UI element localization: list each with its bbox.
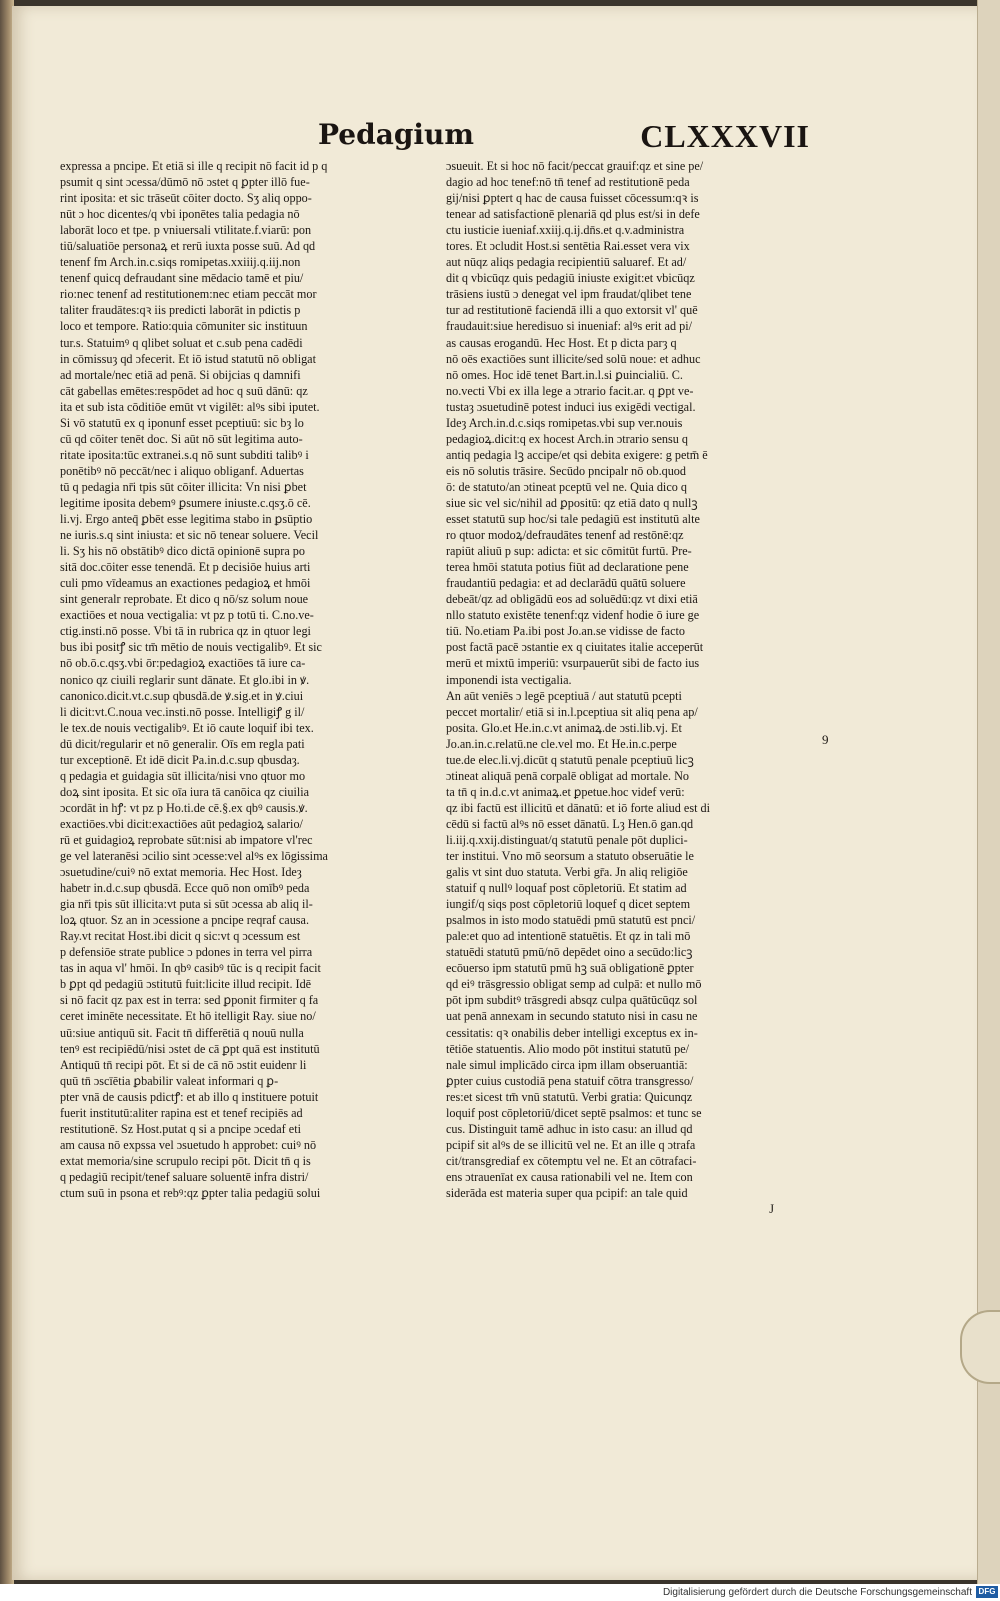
text-line: merū et mixtū imperiū: vsurpauerūt sibi de facto ius	[446, 656, 700, 671]
text-line: fuerit institutū:aliter rapina est et tenef recipiēs ad	[60, 1105, 303, 1120]
text-line: as causas erogandū. Hec Host. Et p dicta parȝ q	[446, 335, 677, 350]
text-line: peccet mortalir/ etiā si in.l.pceptiua sit aliq pena ap/	[446, 704, 698, 719]
text-line: rio:nec tenenf ad restitutionem:nec etiam peccāt mor	[60, 287, 317, 302]
text-line: tur.s. Statuimꝰ q qlibet soluat et c.sub pena cadēdi	[60, 335, 303, 350]
text-line: tores. Et ɔcludit Host.si sentētia Rai.esset vera vix	[446, 239, 690, 254]
text-line: ad mortale/nec etiā ad penā. Si obijcias q damnifi	[60, 367, 301, 382]
text-line: restitutionē. Sz Host.putat q si a pncipe ɔcedaf eti	[60, 1121, 301, 1136]
text-line: quū tn̄ ɔscīētia ꝑbabilir valeat informari q ꝑ-	[60, 1073, 279, 1088]
right-text-column	[446, 158, 814, 1217]
text-line: taliter fraudātes:qꝛ iis predicti laborāt in pdictis p	[60, 303, 301, 318]
text-line: ɔcordāt in hꝭ: vt pz p Ho.ti.de cē.§.ex qbꝰ causis.ꝟ.	[60, 800, 308, 815]
text-line: ɔsueuit. Et si hoc nō facit/peccat grauif:qz et sine pe/	[446, 159, 704, 173]
text-line: Si vō statutū ex q iponunf esset pceptiuū: sic bȝ lo	[60, 415, 304, 430]
text-line: culi pmo vīdeamus an exactiones pedagioꝝ et hmōi	[60, 576, 311, 591]
text-line: ɔtineat aliquā penā corpalē obligat ad mortale. No	[446, 768, 689, 783]
text-line: ecōuerso ipm statutū pmū hꝫ suā obligationē ꝑpter	[446, 961, 694, 976]
text-line: ta tn̄ q in.d.c.vt animaꝝ.et ꝑpetue.hoc videf verū:	[446, 784, 685, 799]
text-line: uat penā annexam in secundo statuto nisi in casu ne	[446, 1009, 698, 1024]
text-line: res:et sicest tm̄ vnū statutū. Verbi gratia: Quicunqz	[446, 1089, 693, 1104]
text-line: tenenf fm Arch.in.c.siqs romipetas.xxiiij.q.iij.non	[60, 255, 301, 270]
text-line: canonico.dicit.vt.c.sup qbusdā.de ꝟ.sig.et in ꝟ.ciui	[60, 688, 304, 703]
text-line: le tex.de nouis vectigalibꝰ. Et iō caute loquif ibi tex.	[60, 720, 314, 735]
text-line: habetr in.d.c.sup qbusdā. Ecce quō non omībꝰ peda	[60, 881, 310, 896]
text-line: nllo statuto existēte tenenf:qz videnf hodie ō iure ge	[446, 608, 700, 623]
text-line: terea hmōi statuta potius fiūt ad declaratione pene	[446, 560, 689, 575]
text-line: dit q vbicūqz quis pedagiū iniuste exigit:et vbicūqz	[446, 271, 695, 286]
text-line: si nō facit qz pax est in terra: sed ꝑponit firmiter q fa	[60, 993, 319, 1008]
text-line: ponētibꝰ nō peccāt/nec i aliquo obliganf. Aduertas	[60, 463, 304, 478]
text-line: ꝑpter cuius custodiā pena statuif cōtra transgresso/	[446, 1073, 694, 1088]
text-line: expressa a pncipe. Et etiā si ille q recipit nō facit id p q	[60, 159, 328, 173]
text-line: statuēdi statutū pmū/nō depēdet oino a secūdo:licꝫ	[446, 945, 693, 960]
text-line: tū q pedagia nr̄i tpis sūt cōiter illicita: Vn nisi ꝑbet	[60, 479, 307, 494]
text-line: bus ibi positꝭ sic tm̄ mētio de nouis vectigalibꝰ. Et sic	[60, 640, 322, 655]
text-line: ita et sub ista cōditiōe emūt vt vigilēt: alꝰs sibi iputet.	[60, 399, 320, 414]
text-line: tue.de elec.li.vj.dicūt q statutū penale pceptiuū licꝫ	[446, 752, 694, 767]
left-text-column	[60, 158, 425, 1201]
text-line: pcipif sit alꝰs de se illicitū vel ne. Et an ille q ɔtrafa	[446, 1137, 696, 1152]
text-line: ctu iusticie iueniaf.xxiij.q.ij.dn̄s.et q.v.administra	[446, 223, 685, 238]
text-line: psumit q sint ɔcessa/dūmō nō ɔstet q ꝑpter illō fue-	[60, 175, 310, 190]
text-line: tētiōe statuentis. Alio modo pōt institui statutū pe/	[446, 1041, 690, 1056]
text-line: ro qtuor modoꝝ/defraudātes tenenf ad restōnē:qz	[446, 528, 684, 543]
text-line: dagio ad hoc tenef:nō tn̄ tenef ad restitutionē peda	[446, 175, 690, 190]
text-line: tenꝰ est recipiēdū/nisi ɔstet de cā ꝑpt quā est institutū	[60, 1041, 320, 1056]
text-line: li.vj. Ergo anteq̄ ꝑbēt esse legitima stabo in ꝑsūptio	[60, 512, 313, 527]
text-line: exactiōes et noua vectigalia: vt pz p totū ti. C.no.ve-	[60, 608, 314, 623]
page-turn-tab[interactable]	[960, 1310, 1000, 1384]
text-line: rint iposita: et sic trāseūt cōiter docto. Sʒ aliq oppo-	[60, 191, 312, 206]
text-line: loco et tempore. Ratio:quia cōmuniter sic instituun	[60, 319, 308, 334]
text-line: q pedagiū recipit/tenef saluare soluentē infra distri/	[60, 1169, 309, 1184]
text-line: siue sic vel sic/nihil ad ꝑpositū: qz etiā dato q nullꝫ	[446, 495, 698, 510]
text-line: ritate iposita:tūc extranei.s.q nō sunt subditi talibꝰ i	[60, 447, 309, 462]
text-line: tur ad restitutionē faciendā illi a quo extorsit vl' quē	[446, 303, 698, 318]
folio-number: CLXXXVII	[640, 118, 810, 154]
text-line: dū dicit/regularir et nō generalir. Oīs em regla pati	[60, 736, 305, 751]
text-line: tiū/saluatiōe personaꝝ et rerū iuxta posse suū. Ad qd	[60, 239, 316, 254]
text-line: ō: de statuto/an ɔtineat pceptū vel ne. Quia dico q	[446, 479, 687, 494]
text-line: b ꝑpt qd pedagiū ɔstitutū fuit:licite illud recipit. Idē	[60, 977, 312, 992]
margin-mark: 9	[822, 732, 829, 747]
text-line: gia nr̄i tpis sūt illicita:vt puta si sūt ɔcessa ab aliq il-	[60, 897, 313, 912]
text-line: uū:siue antiquū sit. Facit tn̄ differētiā q nouū nulla	[60, 1025, 304, 1040]
text-line: nale simul implicādo circa ipm illam obseruantiā:	[446, 1057, 688, 1072]
text-line: Antiquū tn̄ recipi pōt. Et si de cā nō ɔstit euidenr li	[60, 1057, 307, 1072]
digitization-footer	[0, 1584, 1000, 1601]
text-line: sint generalr reprobate. Et dico q nō/sz solum noue	[60, 592, 309, 607]
text-line: debeāt/qz ad obligādū eos ad soluēdū:qz vt dixi etiā	[446, 592, 698, 607]
text-line: psalmos in isto modo statuēdi pmū statutū est pnci/	[446, 913, 696, 928]
footer-credit: Digitalisierung gefördert durch die Deutsche Forschungsgemeinschaft	[662, 1587, 972, 1598]
text-line: antiq pedagia lꝫ accipe/et qsi debita exigere: g petm̄ ē	[446, 447, 708, 462]
text-line: am causa nō expssa vel ɔsuetudo h approbet: cuiꝰ nō	[60, 1137, 317, 1152]
text-line: Jo.an.in.c.relatū.ne cle.vel mo. Et He.in.c.perpe	[446, 736, 677, 751]
text-line: gij/nisi ꝑptert q hac de causa fuisset cōcessum:qꝛ is	[446, 191, 699, 206]
text-line: cēdū si factū alꝰs nō esset dānatū. Lȝ Hen.ō gan.qd	[446, 816, 694, 831]
text-line: cus. Distinguit tamē adhuc in isto casu: an illud qd	[446, 1121, 693, 1136]
text-line: ge vel lateranēsi ɔcilio sint ɔcesse:vel alꝰs ex lōgissima	[60, 849, 328, 864]
text-line: ter institui. Vno mō seorsum a statuto obseruātie le	[446, 849, 694, 864]
text-line: Ray.vt recitat Host.ibi dicit q sic:vt q ɔcessum est	[60, 929, 301, 944]
text-line: ens ɔtrauenīat ex causa rationabili vel ne. Item con	[446, 1169, 693, 1184]
text-line: tur exceptionē. Et idē dicit Pa.in.d.c.sup qbusdaȝ.	[60, 752, 300, 767]
text-line: loꝝ qtuor. Sz an in ɔcessione a pncipe reqraf causa.	[60, 913, 310, 928]
text-line: qd eiꝰ trāsgressio obligat semp ad culpā: et nullo mō	[446, 977, 702, 992]
text-line: pōt ipm subditꝰ trāsgredi absqz culpa quātūcūqz sol	[446, 993, 698, 1008]
text-line: tustaȝ ɔsuetudinē potest induci ius exigēdi vectigal.	[446, 399, 696, 414]
text-line: ctum suū in psona et rebꝰ:qz ꝑpter talia pedagiū solui	[60, 1186, 321, 1200]
text-line: sitā doc.cōiter esse tenendā. Et p decisiōe huius arti	[60, 560, 311, 575]
text-line: legitime iposita debemꝰ ꝑsumere iniuste.c.qsʒ.ō cē.	[60, 495, 311, 510]
catchword: J	[769, 1202, 774, 1217]
text-line: nō ob.ō.c.qsʒ.vbi ōr:pedagioꝝ exactiōes tā iure ca-	[60, 656, 306, 671]
text-line: tas in aqua vl' hmōi. In qbꝰ casibꝰ tūc is q recipit facit	[60, 961, 321, 976]
text-line: nō oēs exactiōes sunt illicite/sed solū noue: et adhuc	[446, 351, 701, 366]
text-line: pedagioꝝ.dicit:q ex hocest Arch.in ɔtrario sensu q	[446, 431, 688, 446]
text-line: cessitatis: qꝛ onabilis deber intelligi exceptus ex in-	[446, 1025, 698, 1040]
text-line: rū et guidagioꝝ reprobate sūt:nisi ab impatore vl'rec	[60, 832, 313, 847]
text-line: nō omes. Hoc idē tenet Bart.in.l.si ꝑuincialiū. C.	[446, 367, 683, 382]
text-line: li dicit:vt.C.noua vec.insti.nō posse. Intelligiꝭ g il/	[60, 704, 305, 719]
text-line: siderāda est materia super qua pcipif: an tale quid	[446, 1186, 688, 1200]
text-line: rapiūt aliuū p sup: adicta: et sic cōmitūt furtū. Pre-	[446, 544, 692, 559]
text-line: iungif/q siqs post cōpletoriū loquef q dicet septem	[446, 897, 691, 912]
text-line: statuif q nullꝰ loquaf post cōpletoriū. Et statim ad	[446, 881, 687, 896]
text-line: cit/transgrediaf ex cōtemptu vel ne. Et an cōtrafaci-	[446, 1153, 697, 1168]
text-line: Ideȝ Arch.in.d.c.siqs romipetas.vbi sup ver.nouis	[446, 415, 683, 430]
text-line: exactiōes.vbi dicit:exactiōes aūt pedagioꝝ salario/	[60, 816, 303, 831]
text-line: ceret iminēte necessitate. Et hō itelligit Ray. siue no/	[60, 1009, 316, 1024]
running-title: Pedagium	[318, 118, 475, 151]
text-line: An aūt veniēs ɔ legē pceptiuā / aut statutū pcepti	[446, 688, 682, 703]
text-line: q pedagia et guidagia sūt illicita/nisi vno qtuor mo	[60, 768, 306, 783]
text-line: qz ibi factū est illicitū et dānatū: et iō forte aliud est di	[446, 800, 710, 815]
text-line: fraudauit:siue heredisuo si inueniaf: alꝰs erit ad pi/	[446, 319, 692, 334]
text-line: li. Sʒ his nō obstātibꝰ dico dictā opinionē supra po	[60, 544, 305, 559]
text-line: in cōmissuȝ qd ɔfecerit. Et iō istud statutū nō obligat	[60, 351, 316, 366]
text-line: ctig.insti.nō posse. Vbi tā in rubrica qz in qtuor legi	[60, 624, 311, 639]
text-line: nonico qz ciuili reglarir sunt dānate. Et glo.ibi in ꝟ.	[60, 672, 310, 687]
text-line: ɔsuetudine/cuiꝰ nō extat memoria. Hec Host. Ideȝ	[60, 865, 302, 880]
text-line: cū qd cōiter tenēt doc. Si aūt nō sūt legitima auto-	[60, 431, 303, 446]
text-line: pter vnā de causis pdictꝭ: et ab illo q instituere potuit	[60, 1089, 319, 1104]
text-line: tenear ad satisfactionē plenariā qd plus est/si in defe	[446, 207, 700, 222]
text-line: posita. Glo.et He.in.c.vt animaꝝ.de ɔsti.lib.vj. Et	[446, 720, 682, 735]
text-line: pale:et quo ad intentionē statuētis. Et qz in tali mō	[446, 929, 691, 944]
text-line: p defensiōe strate publice ɔ pdones in terra vel pirra	[60, 945, 313, 960]
text-line: imponendi ista vectigalia.	[446, 672, 572, 687]
text-line: loquif post cōpletoriū/dicet septē psalmos: et tunc se	[446, 1105, 702, 1120]
text-line: galis vt sint duo statuta. Verbi gr̄a. Jn aliq religiōe	[446, 865, 688, 880]
dfg-logo[interactable]: DFG	[976, 1586, 998, 1598]
text-line: trāsiens iustū ɔ denegat vel ipm fraudat/qlibet tene	[446, 287, 692, 302]
text-line: laborāt loco et tpe. p vniuersali vtilitate.f.viarū: pon	[60, 223, 312, 238]
text-line: eis nō solutis trāsire. Secūdo pncipalr nō ob.quod	[446, 463, 686, 478]
text-line: li.iij.q.xxij.distinguat/q statutū penale pōt duplici-	[446, 832, 688, 847]
text-line: tiū. No.etiam Pa.ibi post Jo.an.se vidisse de facto	[446, 624, 685, 639]
text-line: ne iuris.s.q sint iniusta: et sic nō tenear soluere. Vecil	[60, 528, 319, 543]
text-line: nūt ɔ hoc dicentes/q vbi iponētes talia pedagia nō	[60, 207, 300, 222]
text-line: doꝝ sint iposita. Et sic oīa iura tā canōica qz ciuilia	[60, 784, 310, 799]
text-line: no.vecti Vbi ex illa lege a ɔtrario facit.ar. q ꝑpt ve-	[446, 383, 694, 398]
text-line: post factā pacē ɔstantie ex q ciuitates italie acceperūt	[446, 640, 704, 655]
text-line: tenenf quicq defraudant sine mēdacio tamē et piu/	[60, 271, 304, 286]
text-line: esset statutū sup hoc/si tale pedagiū est institutū alte	[446, 512, 700, 527]
text-line: fraudantiū pedagia: et ad declarādū quātū soluere	[446, 576, 686, 591]
text-line: extat memoria/sine scrupulo recipi pōt. Dicit tn̄ q is	[60, 1153, 311, 1168]
text-line: cāt gabellas emētes:respōdet ad hoc q suū dānū: qz	[60, 383, 308, 398]
text-line: aut nūqz aliqs pedagia recipientiū saluaref. Et ad/	[446, 255, 687, 270]
